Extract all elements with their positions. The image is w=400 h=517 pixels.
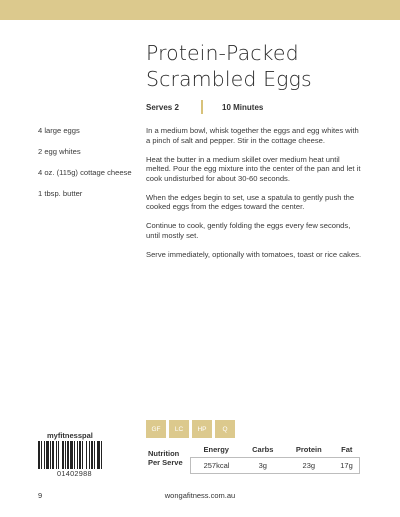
tag-gluten-free: GF [146, 420, 166, 438]
tag-quick: Q [215, 420, 235, 438]
method-step: Serve immediately, optionally with tomatoes, toast or rice cakes. [146, 249, 362, 259]
meta-divider [201, 100, 203, 114]
page-number: 9 [38, 491, 43, 500]
tag-high-protein: HP [192, 420, 212, 438]
serves-label: Serves 2 [146, 103, 179, 112]
method-step: When the edges begin to set, use a spatula to gently push the cooked eggs from the edges toward the center. [146, 192, 355, 211]
nutrition-value-protein: 23g [284, 458, 335, 474]
ingredient-item: 2 egg whites [38, 147, 81, 156]
nutrition-label: Nutrition Per Serve [148, 448, 183, 467]
nutrition-header-protein: Protein [295, 445, 322, 454]
method-steps [146, 126, 364, 269]
header-bar [0, 0, 400, 20]
nutrition-value-carbs: 3g [242, 458, 284, 474]
ingredients-list [38, 126, 148, 210]
method-step: In a medium bowl, whisk together the eggs and egg whites with a pinch of salt and pepper. Stir in the cottage cheese. [146, 126, 359, 145]
ingredient-item: 1 tbsp. butter [38, 189, 83, 198]
recipe-title [146, 40, 386, 92]
ingredient-item: 4 large eggs [38, 126, 80, 135]
method-step: Continue to cook, gently folding the eggs every few seconds, until mostly set. [146, 221, 351, 240]
myfitnesspal-label: myfitnesspal [47, 431, 93, 440]
method-step: Heat the butter in a medium skillet over medium heat until melted. Pour the egg mixture into the center of the pan and let it cook undisturbed for about 30-60 seconds. [146, 154, 361, 183]
nutrition-value-energy: 257kcal [191, 458, 243, 474]
barcode-icon [38, 441, 122, 469]
diet-tags [146, 420, 235, 438]
tag-low-carb: LC [169, 420, 189, 438]
ingredient-item: 4 oz. (115g) cottage cheese [38, 168, 132, 177]
nutrition-header-fat: Fat [341, 445, 353, 454]
nutrition-value-fat: 17g [334, 458, 359, 474]
title-line-1: Protein-Packed [146, 41, 299, 65]
nutrition-header-energy: Energy [203, 445, 229, 454]
barcode-number: 01402988 [57, 469, 92, 478]
title-line-2: Scrambled Eggs [146, 67, 312, 91]
time-label: 10 Minutes [222, 103, 264, 112]
nutrition-header-carbs: Carbs [252, 445, 274, 454]
nutrition-table [146, 442, 360, 474]
website-footer: wongafitness.com.au [164, 491, 236, 500]
